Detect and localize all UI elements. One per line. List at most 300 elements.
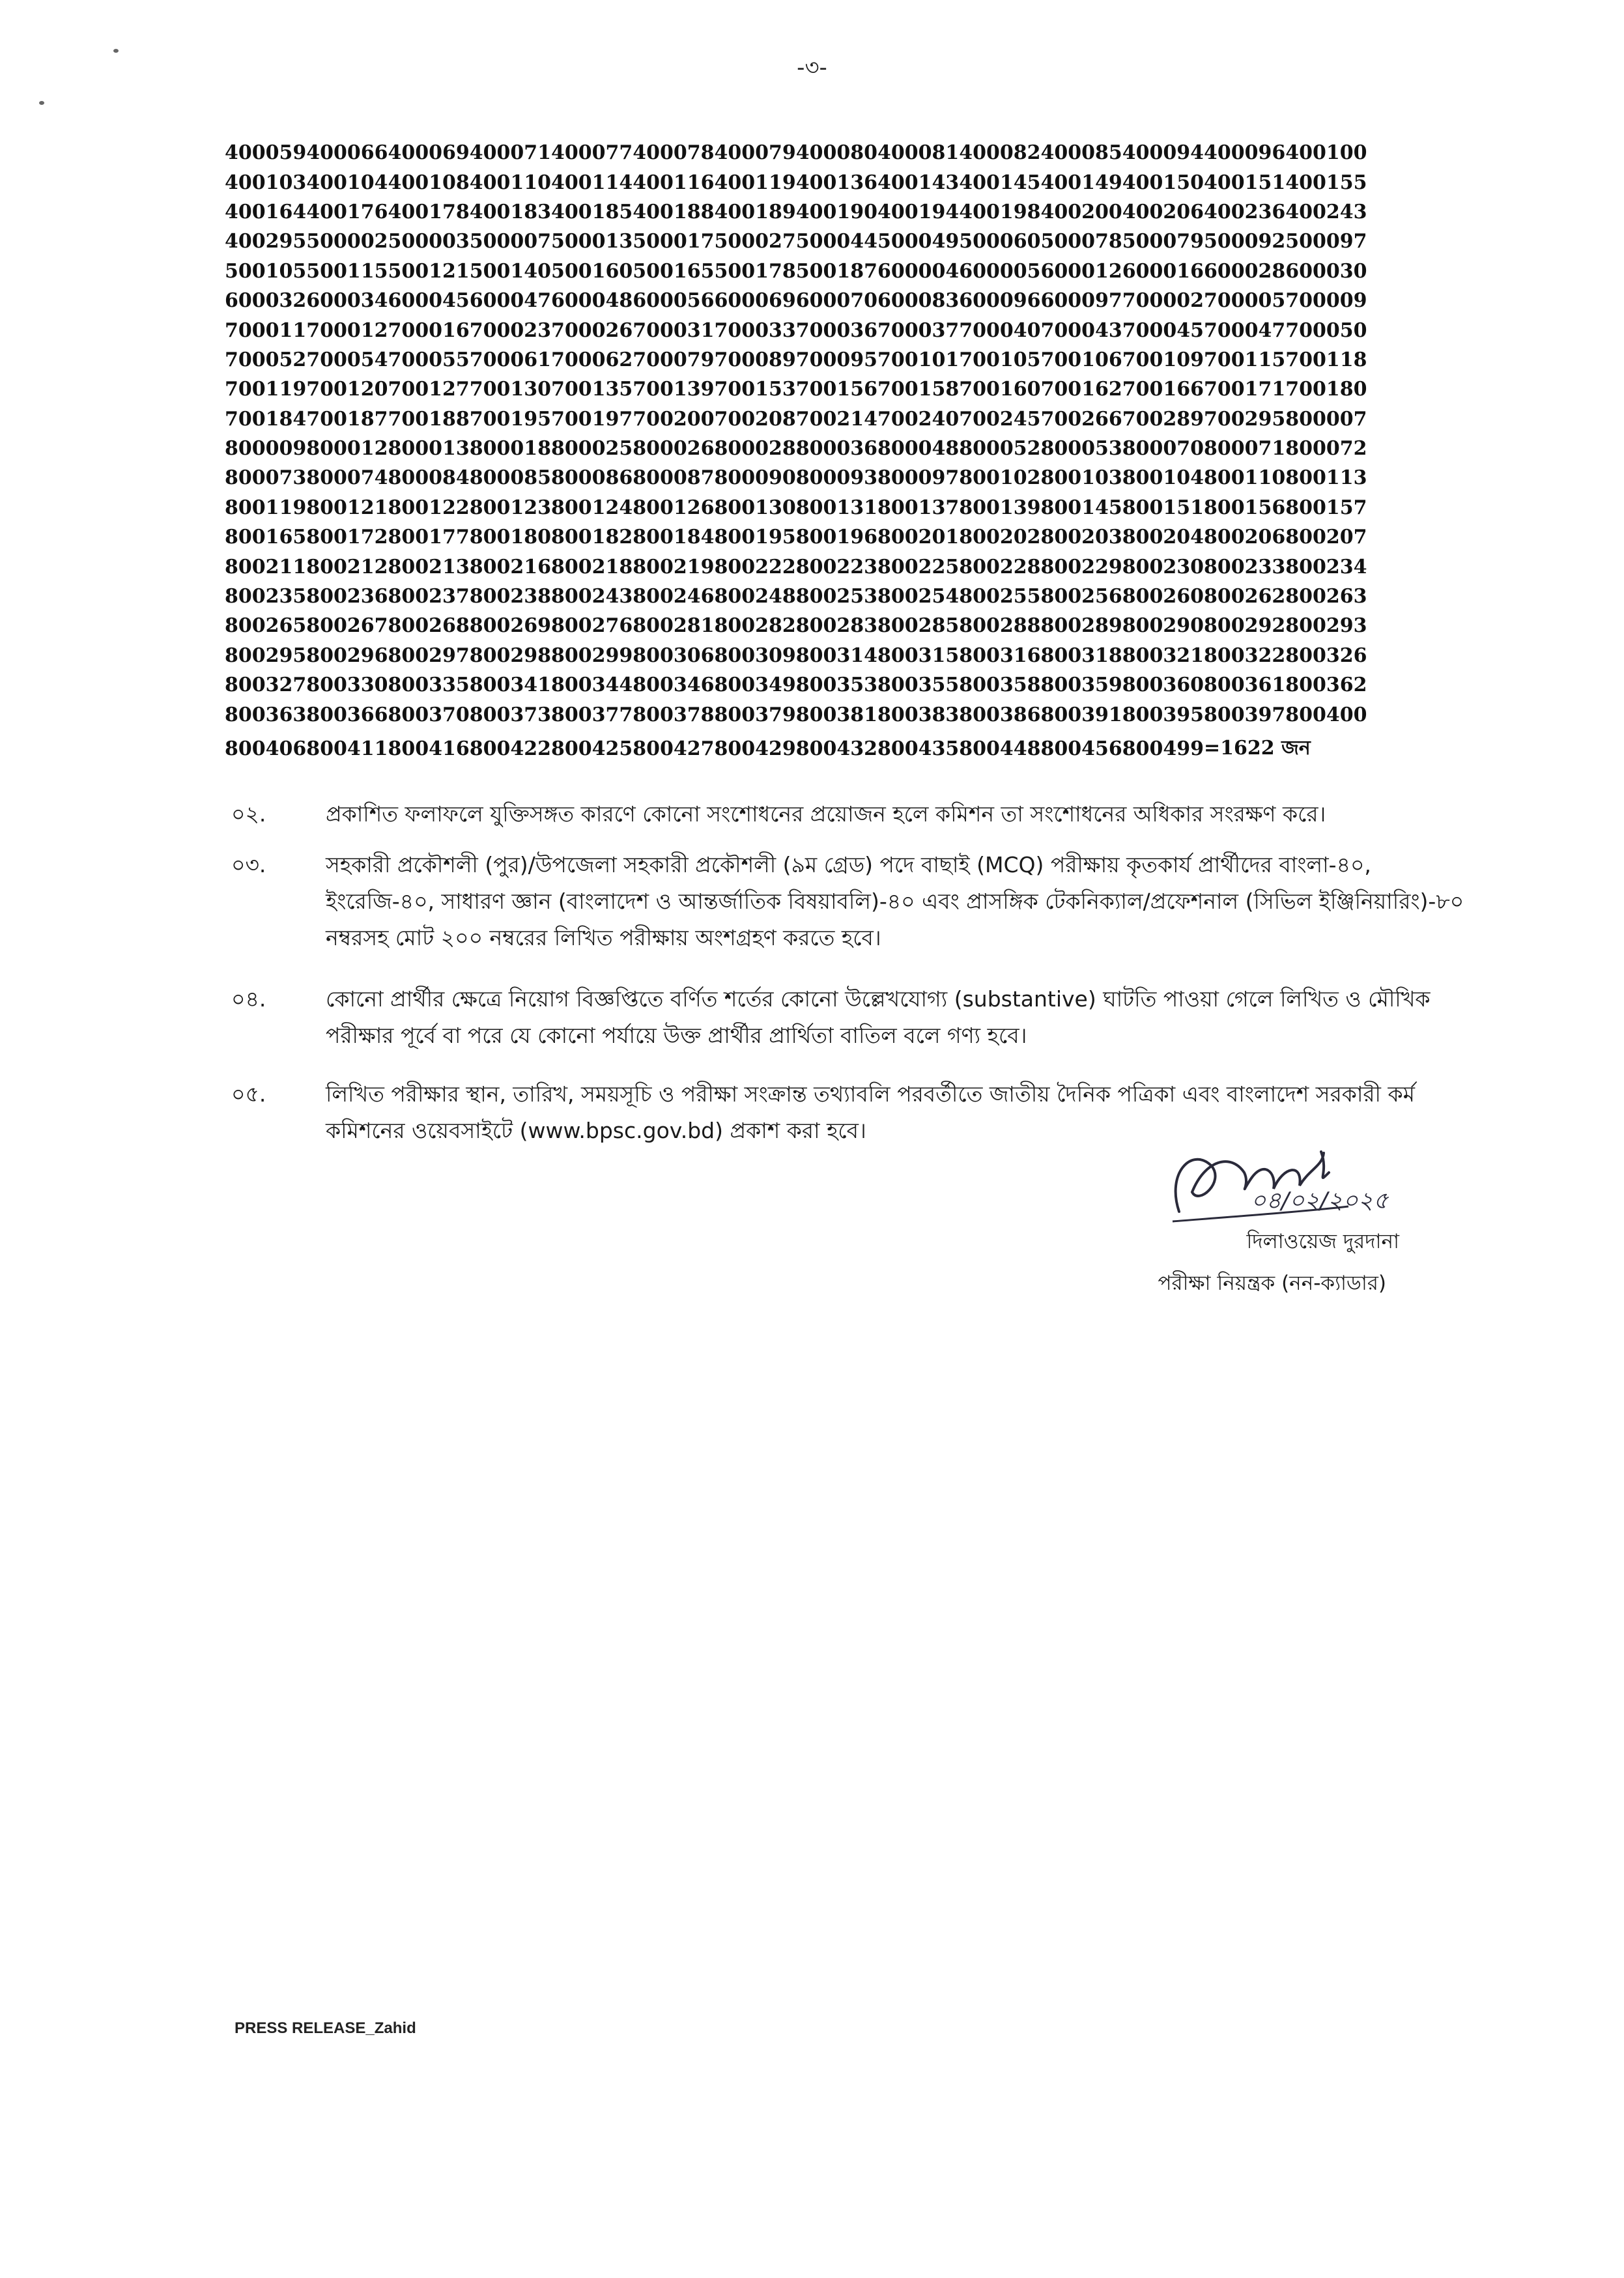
roll-number: 700040	[959, 319, 1041, 342]
roll-number: 500049	[877, 230, 960, 253]
roll-number: 800322	[1204, 644, 1286, 667]
roll-number: 600004	[877, 259, 960, 283]
roll-number: 800318	[1040, 644, 1122, 667]
roll-number: 800316	[959, 644, 1041, 667]
roll-number: 700187	[306, 407, 388, 431]
roll-number: 700120	[306, 378, 388, 401]
roll-number: 800235	[225, 585, 307, 608]
roll-number: 700156	[795, 378, 877, 401]
roll-number: 800285	[877, 614, 960, 638]
roll-number: 800104	[1122, 466, 1204, 490]
roll-number: 800290	[1122, 614, 1204, 638]
roll-number: 600096	[959, 289, 1041, 313]
roll-number: 800177	[388, 526, 470, 549]
roll-number: 800256	[1040, 585, 1122, 608]
roll-number: 400243	[1285, 200, 1367, 223]
roll-number: 400188	[633, 200, 715, 223]
roll-number: 500092	[1204, 230, 1286, 253]
roll-number: 800246	[633, 585, 715, 608]
footer-label: PRESS RELEASE_Zahid	[235, 2019, 416, 2037]
roll-number: 800072	[1285, 437, 1367, 461]
roll-number: 800113	[1285, 466, 1367, 490]
roll-row	[225, 315, 1367, 345]
roll-number: 800102	[959, 466, 1041, 490]
roll-row	[225, 522, 1367, 552]
paragraph-number: ০৩.	[231, 852, 266, 877]
roll-number: 800137	[877, 496, 960, 519]
roll-number: 800157	[1285, 496, 1367, 519]
roll-number: 400066	[306, 141, 388, 165]
roll-number: 700139	[633, 378, 715, 401]
roll-number: 800360	[1122, 674, 1204, 697]
roll-number: 800196	[795, 526, 877, 549]
roll-number: 800110	[1204, 466, 1286, 490]
roll-number: 700012	[306, 319, 388, 342]
roll-number: 700130	[469, 378, 551, 401]
roll-number: 800349	[714, 674, 796, 697]
roll-number: 800203	[1040, 526, 1122, 549]
roll-number: 700036	[795, 319, 877, 342]
roll-number: 800359	[1040, 674, 1122, 697]
roll-number: 400085	[1040, 141, 1122, 165]
roll-number: 800378	[633, 703, 715, 726]
roll-number: 500078	[1040, 230, 1122, 253]
roll-number: 800234	[1285, 555, 1367, 578]
roll-number: 400236	[1204, 200, 1286, 223]
roll-number: 400143	[877, 171, 960, 194]
roll-number: 700119	[225, 378, 307, 401]
roll-row	[225, 434, 1367, 463]
roll-number: 800145	[1040, 496, 1122, 519]
roll-row	[225, 257, 1367, 286]
roll-number: 700160	[959, 378, 1041, 401]
roll-number: 800103	[1040, 466, 1122, 490]
roll-number: 800228	[959, 555, 1041, 578]
roll-number-table	[225, 138, 1367, 769]
roll-number: 800298	[469, 644, 551, 667]
roll-number: 800018	[469, 437, 551, 461]
roll-number: 500165	[633, 259, 715, 283]
roll-row	[225, 345, 1367, 375]
roll-number: 800124	[551, 496, 633, 519]
roll-number: 500105	[225, 259, 307, 283]
roll-number: 800026	[633, 437, 715, 461]
roll-number: 800427	[633, 737, 715, 761]
roll-number: 500178	[714, 259, 796, 283]
roll-number: 700043	[1040, 319, 1122, 342]
roll-number: 400190	[795, 200, 877, 223]
roll-number: 400059	[225, 141, 307, 165]
roll-number: 800314	[795, 644, 877, 667]
roll-number: 500002	[306, 230, 388, 253]
roll-number: 800071	[1204, 437, 1286, 461]
roll-number: 700295	[1204, 407, 1286, 431]
roll-number: 800411	[306, 737, 388, 761]
roll-number: 600048	[551, 289, 633, 313]
paragraph-text: সহকারী প্রকৌশলী (পুর)/উপজেলা সহকারী প্রকৌশলী (৯ম গ্রেড) পদে বাছাই (MCQ) পরীক্ষায় কৃতকার্য প্রার্থীদের বাংলা-৪০, ইংরেজি-৪০, সাধারণ জ্ঞান (বাংলাদেশ ও আন্তর্জাতিক বিষয়াবলি)-৪০ এবং প্রাসঙ্গিক টেকনিক্যাল/প্রফেশনাল (সিভিল ইঞ্জিনিয়ারিং)-৮০ নম্বরসহ মোট ২০০ নম্বরের লিখিত পরীক্ষায় অংশগ্রহণ করতে হবে।	[326, 852, 1464, 950]
roll-row	[225, 700, 1367, 729]
roll-number: 800230	[1122, 555, 1204, 578]
roll-number: 800085	[469, 466, 551, 490]
roll-row	[225, 611, 1367, 640]
roll-number: 500121	[388, 259, 470, 283]
roll-number: 800346	[633, 674, 715, 697]
roll-number: 800009	[225, 437, 307, 461]
scan-speck	[39, 101, 44, 105]
roll-number: 800130	[714, 496, 796, 519]
roll-number: 800281	[633, 614, 715, 638]
roll-number: 800267	[306, 614, 388, 638]
roll-number: 800223	[795, 555, 877, 578]
roll-number: 800448	[959, 737, 1041, 761]
roll-row	[225, 463, 1367, 492]
roll-number: 400082	[959, 141, 1041, 165]
roll-number: 800268	[388, 614, 470, 638]
signature	[1153, 1133, 1440, 1238]
paragraph-number: ০৫.	[231, 1081, 266, 1107]
roll-number: 700180	[1285, 378, 1367, 401]
roll-number: 500044	[795, 230, 877, 253]
roll-number: 800377	[551, 703, 633, 726]
roll-number: 400110	[469, 171, 551, 194]
roll-number: 700052	[225, 348, 307, 371]
roll-number: 800283	[795, 614, 877, 638]
roll-number: 400079	[714, 141, 796, 165]
roll-number: 600083	[877, 289, 960, 313]
roll-number: 800379	[714, 703, 796, 726]
roll-number: 700118	[1285, 348, 1367, 371]
roll-number: 400078	[633, 141, 715, 165]
roll-number: 400164	[225, 200, 307, 223]
roll-number: 800073	[225, 466, 307, 490]
paragraph-02	[231, 796, 1474, 833]
roll-number: 600097	[1040, 289, 1122, 313]
roll-row	[225, 167, 1367, 197]
roll-number: 800330	[306, 674, 388, 697]
roll-number: 800131	[795, 496, 877, 519]
roll-number: 700197	[551, 407, 633, 431]
roll-number: 800383	[877, 703, 960, 726]
roll-number: 800321	[1122, 644, 1204, 667]
roll-number: 700009	[1285, 289, 1367, 313]
roll-number: 800288	[959, 614, 1041, 638]
roll-number: 500097	[1285, 230, 1367, 253]
roll-number: 600069	[714, 289, 796, 313]
roll-number: 400136	[795, 171, 877, 194]
roll-number: 700200	[633, 407, 715, 431]
roll-row	[225, 670, 1367, 700]
roll-number: 400185	[551, 200, 633, 223]
roll-number: 800025	[551, 437, 633, 461]
roll-number: 800299	[551, 644, 633, 667]
roll-number-list	[225, 138, 1367, 769]
roll-number: 800370	[388, 703, 470, 726]
signature-date: ০৪/০২/২০২৫	[1251, 1188, 1389, 1214]
roll-number: 800276	[551, 614, 633, 638]
roll-number: 700061	[469, 348, 551, 371]
roll-number: 600047	[469, 289, 551, 313]
roll-number: 800123	[469, 496, 551, 519]
roll-number: 700106	[1040, 348, 1122, 371]
roll-number: 800254	[877, 585, 960, 608]
roll-number: 800297	[388, 644, 470, 667]
roll-row	[225, 552, 1367, 581]
roll-number: 700033	[714, 319, 796, 342]
roll-number: 700062	[551, 348, 633, 371]
roll-number: 800260	[1122, 585, 1204, 608]
roll-number: 800213	[388, 555, 470, 578]
roll-number: 800269	[469, 614, 551, 638]
roll-number: 800119	[225, 496, 307, 519]
roll-number: 800400	[1285, 703, 1367, 726]
roll-number: 700109	[1122, 348, 1204, 371]
roll-number: 400081	[877, 141, 960, 165]
roll-number: 400108	[388, 171, 470, 194]
roll-number: 800309	[714, 644, 796, 667]
roll-number: 800397	[1204, 703, 1286, 726]
roll-number: 400071	[469, 141, 551, 165]
roll-number: 800236	[306, 585, 388, 608]
roll-number: 400080	[795, 141, 877, 165]
roll-number: 800122	[388, 496, 470, 519]
roll-number: 800263	[1285, 585, 1367, 608]
roll-number: 400096	[1204, 141, 1286, 165]
roll-number: 700050	[1285, 319, 1367, 342]
paragraph-number: ০৪.	[231, 986, 266, 1012]
roll-number: 800381	[795, 703, 877, 726]
roll-number: 800074	[306, 466, 388, 490]
roll-number: 800204	[1122, 526, 1204, 549]
roll-number: 700016	[388, 319, 470, 342]
roll-number: 800358	[959, 674, 1041, 697]
roll-number: 400189	[714, 200, 796, 223]
roll-number: 600028	[1204, 259, 1286, 283]
roll-number: 700047	[1204, 319, 1286, 342]
roll-number: 800222	[714, 555, 796, 578]
roll-number: 500140	[469, 259, 551, 283]
roll-number: 700184	[225, 407, 307, 431]
roll-number: 700188	[388, 407, 470, 431]
roll-row	[225, 730, 1367, 769]
roll-number: 400150	[1122, 171, 1204, 194]
roll-number: 700162	[1040, 378, 1122, 401]
roll-number: 700031	[633, 319, 715, 342]
roll-number: 400103	[225, 171, 307, 194]
paragraph-text: কোনো প্রার্থীর ক্ষেত্রে নিয়োগ বিজ্ঞপ্তিতে বর্ণিত শর্তের কোনো উল্লেখযোগ্য (substantive) ঘাটতি পাওয়া গেলে লিখিত ও মৌখিক পরীক্ষার পূর্বে বা পরে যে কোনো পর্যায়ে উক্ত প্রার্থীর প্রার্থিতা বাতিল বলে গণ্য হবে।	[326, 986, 1431, 1048]
roll-number: 400069	[388, 141, 470, 165]
roll-number: 500187	[795, 259, 877, 283]
roll-number: 700195	[469, 407, 551, 431]
roll-number: 700023	[469, 319, 551, 342]
roll-number: 700127	[388, 378, 470, 401]
roll-number: 400116	[633, 171, 715, 194]
roll-number: 700045	[1122, 319, 1204, 342]
roll-number: 800229	[1040, 555, 1122, 578]
roll-number: 800315	[877, 644, 960, 667]
roll-number: 700026	[551, 319, 633, 342]
roll-number: 400151	[1204, 171, 1286, 194]
roll-number: 800201	[877, 526, 960, 549]
roll-number: 700135	[551, 378, 633, 401]
roll-row	[225, 227, 1367, 256]
roll-number: 800292	[1204, 614, 1286, 638]
roll-row	[225, 375, 1367, 404]
roll-number: 800084	[388, 466, 470, 490]
roll-number: 800151	[1122, 496, 1204, 519]
roll-row	[225, 286, 1367, 315]
roll-number: 800395	[1122, 703, 1204, 726]
roll-number: 800097	[877, 466, 960, 490]
roll-number: 800289	[1040, 614, 1122, 638]
roll-number: 800202	[959, 526, 1041, 549]
roll-row	[225, 138, 1367, 167]
roll-number: 600056	[633, 289, 715, 313]
roll-number: 700095	[795, 348, 877, 371]
roll-number: 800499	[1122, 737, 1204, 761]
roll-number: 800295	[225, 644, 307, 667]
roll-number: 800180	[469, 526, 551, 549]
roll-number: 800341	[469, 674, 551, 697]
roll-number: 800432	[795, 737, 877, 761]
roll-number: 700002	[1122, 289, 1204, 313]
roll-number: 800248	[714, 585, 796, 608]
roll-number: 800456	[1040, 737, 1122, 761]
paragraph-text: লিখিত পরীক্ষার স্থান, তারিখ, সময়সূচি ও পরীক্ষা সংক্রান্ত তথ্যাবলি পরবর্তীতে জাতীয় দৈনিক পত্রিকা এবং বাংলাদেশ সরকারী কর্ম কমিশনের ওয়েবসাইটে (www.bpsc.gov.bd) প্রকাশ করা হবে।	[326, 1081, 1415, 1143]
paragraph-text: প্রকাশিত ফলাফলে যুক্তিসঙ্গত কারণে কোনো সংশোধনের প্রয়োজন হলে কমিশন তা সংশোধনের অধিকার সংরক্ষণ করে।	[326, 801, 1326, 827]
roll-number: 800070	[1122, 437, 1204, 461]
roll-number: 400104	[306, 171, 388, 194]
roll-number: 800090	[714, 466, 796, 490]
roll-number: 800053	[1040, 437, 1122, 461]
roll-number: 800306	[633, 644, 715, 667]
roll-number: 800262	[1204, 585, 1286, 608]
roll-number: 800327	[225, 674, 307, 697]
roll-number: 600005	[959, 259, 1041, 283]
roll-number: 400094	[1122, 141, 1204, 165]
roll-number: 700166	[1122, 378, 1204, 401]
roll-number: 800036	[795, 437, 877, 461]
paragraph-03	[231, 847, 1474, 956]
roll-number: 700105	[959, 348, 1041, 371]
roll-number: 800362	[1285, 674, 1367, 697]
roll-number: 800238	[469, 585, 551, 608]
total-count: =1622 জন	[1204, 737, 1311, 760]
roll-number: 800353	[795, 674, 877, 697]
roll-number: 800012	[306, 437, 388, 461]
signer-name: দিলাওয়েজ দুরদানা	[1246, 1230, 1399, 1253]
roll-row	[225, 405, 1367, 434]
roll-number: 800225	[877, 555, 960, 578]
page-number: -৩-	[797, 55, 827, 81]
roll-number: 800087	[633, 466, 715, 490]
roll-number: 500027	[714, 230, 796, 253]
roll-number: 800237	[388, 585, 470, 608]
roll-number: 800293	[1285, 614, 1367, 638]
roll-number: 800344	[551, 674, 633, 697]
roll-number: 800282	[714, 614, 796, 638]
roll-number: 800435	[877, 737, 960, 761]
roll-number: 700171	[1204, 378, 1286, 401]
roll-number: 700054	[306, 348, 388, 371]
roll-number: 700037	[877, 319, 960, 342]
roll-number: 800218	[551, 555, 633, 578]
roll-number: 800422	[469, 737, 551, 761]
roll-number: 800265	[225, 614, 307, 638]
roll-number: 700208	[714, 407, 796, 431]
roll-number: 800243	[551, 585, 633, 608]
roll-number: 800335	[388, 674, 470, 697]
roll-number: 700079	[633, 348, 715, 371]
roll-number: 800184	[633, 526, 715, 549]
roll-number: 500160	[551, 259, 633, 283]
roll-number: 800028	[714, 437, 796, 461]
roll-number: 800253	[795, 585, 877, 608]
roll-number: 800086	[551, 466, 633, 490]
roll-number: 400176	[306, 200, 388, 223]
roll-number: 400194	[877, 200, 960, 223]
roll-number: 400149	[1040, 171, 1122, 194]
roll-number: 400155	[1285, 171, 1367, 194]
roll-number: 800156	[1204, 496, 1286, 519]
roll-number: 600012	[1040, 259, 1122, 283]
roll-number: 800216	[469, 555, 551, 578]
roll-number: 800165	[225, 526, 307, 549]
roll-number: 400200	[1040, 200, 1122, 223]
roll-number: 800172	[306, 526, 388, 549]
roll-number: 600034	[306, 289, 388, 313]
roll-number: 700115	[1204, 348, 1286, 371]
roll-number: 700153	[714, 378, 796, 401]
paragraph-04	[231, 981, 1474, 1054]
roll-number: 800425	[551, 737, 633, 761]
roll-number: 800212	[306, 555, 388, 578]
roll-number: 700245	[959, 407, 1041, 431]
roll-number: 800219	[633, 555, 715, 578]
roll-number: 600032	[225, 289, 307, 313]
roll-number: 800121	[306, 496, 388, 519]
roll-number: 800013	[388, 437, 470, 461]
roll-row	[225, 582, 1367, 611]
roll-number: 800366	[306, 703, 388, 726]
roll-number: 800093	[795, 466, 877, 490]
roll-number: 600070	[795, 289, 877, 313]
roll-number: 800207	[1285, 526, 1367, 549]
roll-number: 700055	[388, 348, 470, 371]
roll-number: 400119	[714, 171, 796, 194]
roll-row	[225, 197, 1367, 227]
roll-number: 800126	[633, 496, 715, 519]
roll-number: 400206	[1122, 200, 1204, 223]
roll-number: 700240	[877, 407, 960, 431]
roll-number: 600045	[388, 289, 470, 313]
paragraph-number: ০২.	[231, 801, 266, 827]
roll-number: 700005	[1204, 289, 1286, 313]
roll-number: 700214	[795, 407, 877, 431]
roll-number: 400198	[959, 200, 1041, 223]
roll-number: 800182	[551, 526, 633, 549]
roll-number: 700289	[1122, 407, 1204, 431]
roll-number: 400295	[225, 230, 307, 253]
roll-number: 800296	[306, 644, 388, 667]
roll-number: 500115	[306, 259, 388, 283]
roll-number: 800206	[1204, 526, 1286, 549]
roll-number: 700158	[877, 378, 960, 401]
roll-row	[225, 641, 1367, 670]
roll-number: 800406	[225, 737, 307, 761]
roll-number: 500003	[388, 230, 470, 253]
roll-number: 800052	[959, 437, 1041, 461]
roll-number: 800373	[469, 703, 551, 726]
